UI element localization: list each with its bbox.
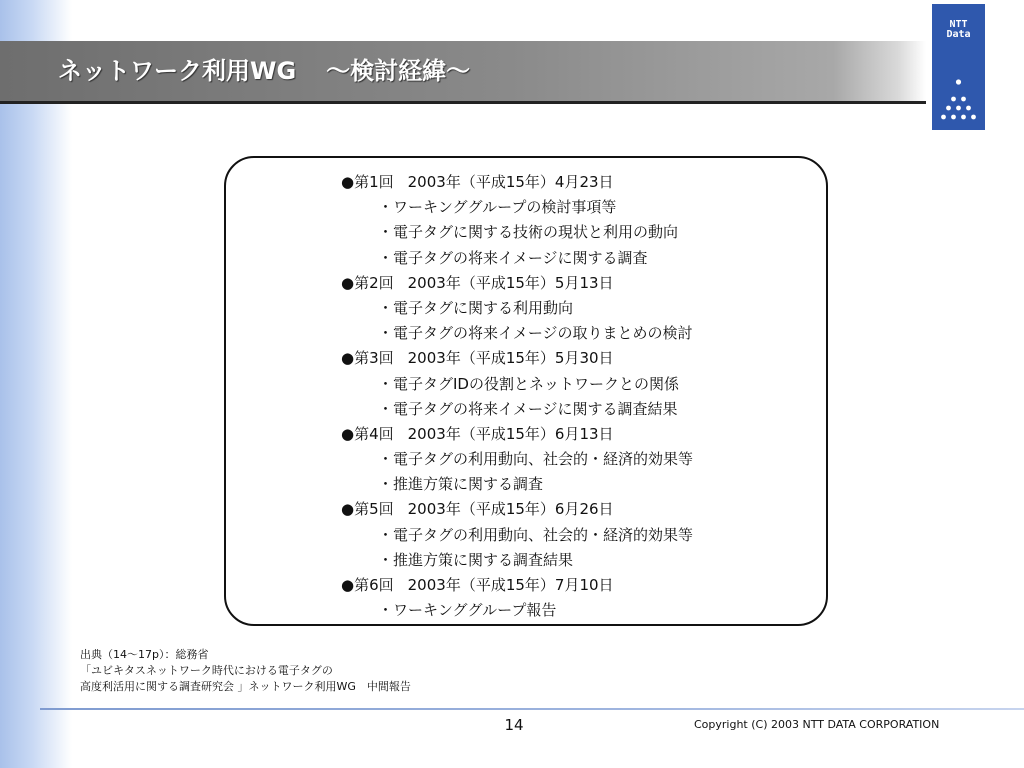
meeting-topic: ・電子タグの利用動向、社会的・経済的効果等	[378, 525, 694, 544]
meeting-topic: ・ワーキンググループ報告	[378, 601, 557, 620]
source-line-2: 「ユビキタスネットワーク時代における電子タグの	[80, 664, 333, 677]
meeting-number: ●第1回	[341, 173, 394, 191]
page-number: 14	[504, 716, 524, 734]
slide-subtitle: ～検討経緯～	[326, 57, 471, 85]
meeting-2-heading	[341, 271, 811, 296]
meeting-list	[341, 170, 811, 623]
meeting-topic: ・電子タグの将来イメージに関する調査	[378, 248, 648, 267]
meeting-number: ●第2回	[341, 273, 394, 292]
meeting-date: 2003年（平成15年）5月30日	[407, 349, 614, 368]
meeting-number: ●第5回	[341, 500, 394, 519]
meeting-topic: ・電子タグに関する利用動向	[378, 298, 574, 317]
slide-title	[58, 51, 470, 91]
meeting-topic: ・電子タグの将来イメージの取りまとめの検討	[378, 324, 693, 343]
agenda-frame	[224, 156, 828, 626]
left-gradient-band	[0, 0, 72, 768]
logo-wordmark	[932, 20, 985, 40]
meeting-6-heading	[341, 573, 811, 598]
meeting-number: ●第6回	[341, 576, 394, 594]
slide-title-main: ネットワーク利用WG	[58, 57, 297, 85]
source-line-1: 出典（14～17p）：総務省	[80, 648, 209, 661]
meeting-topic: ・ワーキンググループの検討事項等	[378, 198, 617, 217]
meeting-date: 2003年（平成15年）6月13日	[407, 424, 614, 443]
meeting-topic: ・電子タグの将来イメージに関する調査結果	[378, 399, 678, 418]
ntt-data-logo	[932, 4, 985, 130]
copyright-notice: Copyright (C) 2003 NTT DATA CORPORATION	[694, 718, 940, 731]
meeting-topic: ・電子タグの利用動向、社会的・経済的効果等	[378, 450, 694, 469]
meeting-number: ●第4回	[341, 424, 394, 443]
title-underline	[0, 101, 926, 104]
source-citation	[80, 647, 411, 695]
meeting-topic: ・推進方策に関する調査	[378, 475, 544, 494]
meeting-3-heading	[341, 346, 811, 371]
logo-text-data: Data	[946, 29, 971, 40]
meeting-topic: ・電子タグに関する技術の現状と利用の動向	[378, 223, 679, 242]
meeting-5-heading	[341, 497, 811, 522]
meeting-date: 2003年（平成15年）5月13日	[407, 273, 614, 292]
meeting-date: 2003年（平成15年）7月10日	[407, 576, 614, 594]
meeting-date: 2003年（平成15年）6月26日	[407, 500, 614, 519]
meeting-topic: ・電子タグIDの役割とネットワークとの関係	[378, 374, 679, 393]
footer-divider	[40, 708, 1024, 710]
meeting-number: ●第3回	[341, 349, 394, 368]
meeting-date: 2003年（平成15年）4月23日	[407, 173, 614, 191]
logo-dots-icon	[932, 76, 985, 126]
meeting-topic: ・推進方策に関する調査結果	[378, 550, 574, 569]
source-line-3: 高度利活用に関する調査研究会 」ネットワーク利用WG 中間報告	[80, 680, 411, 693]
meeting-4-heading	[341, 422, 811, 447]
meeting-1-heading	[341, 170, 811, 195]
logo-text-ntt: NTT	[949, 19, 968, 30]
